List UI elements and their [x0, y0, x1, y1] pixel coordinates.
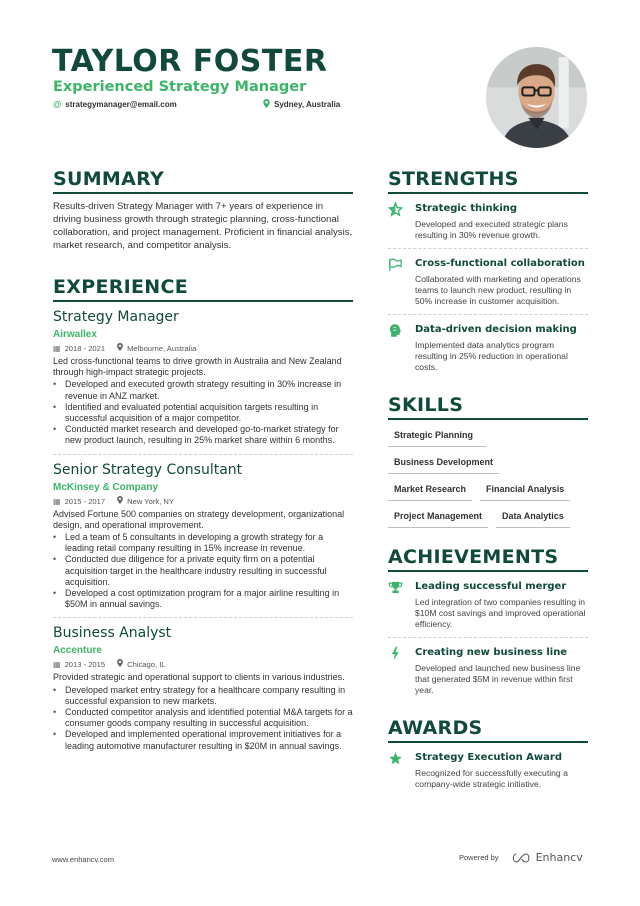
- award-description: Recognized for successfully executing a company-wide strategic initiative.: [415, 768, 568, 789]
- profile-photo: [486, 47, 587, 148]
- job-title: Business Analyst: [53, 625, 172, 642]
- job-location: Chicago, IL: [127, 660, 166, 670]
- achievement-title: Creating new business line: [415, 647, 568, 658]
- brain-head-icon: [388, 323, 408, 373]
- job-title: Senior Strategy Consultant: [53, 461, 243, 478]
- award-item: [388, 743, 588, 797]
- achievements-section: [388, 546, 588, 703]
- star-outline-icon: [388, 202, 408, 241]
- skills-list: [388, 424, 588, 532]
- skill-tag: Financial Analysis: [480, 478, 570, 501]
- skill-tag: Project Management: [388, 505, 488, 528]
- footer-powered-by: [459, 851, 583, 864]
- job-title: Strategy Manager: [53, 309, 179, 325]
- job-description: Advised Fortune 500 companies on strategy development, organizational design, and operational improvement.: [53, 508, 345, 530]
- job-bullet: • Developed and implemented operational improvement initiatives for a leading automotive manufacturer resulting in $20M in annual savings.: [53, 729, 353, 751]
- job-bullet: • Conducted competitor analysis and identified potential M&A targets for a consumer goods company resulting in successful acquisition.: [53, 707, 353, 729]
- footer-website-link[interactable]: www.enhancv.com: [52, 855, 114, 864]
- calendar-icon: ▦: [53, 344, 61, 353]
- awards-section: [388, 717, 588, 797]
- map-pin-icon: [117, 343, 123, 354]
- experience-heading: EXPERIENCE: [53, 276, 353, 302]
- at-icon: @: [53, 99, 62, 109]
- map-pin-icon: [117, 659, 123, 670]
- job-description: Led cross-functional teams to drive growth in Australia and New Zealand through high-impact strategic projects.: [53, 356, 342, 378]
- enhancv-logo-icon: [511, 852, 531, 864]
- skills-section: [388, 394, 588, 532]
- achievement-description: Led integration of two companies resulting in $10M cost savings and improved operational efficiency.: [415, 597, 586, 629]
- company-name: Airwallex: [53, 329, 97, 340]
- enhancv-logo[interactable]: [511, 851, 583, 864]
- right-column: [388, 168, 588, 797]
- strength-description: Developed and executed strategic plans resulting in 30% revenue growth.: [415, 219, 568, 240]
- award-title: Strategy Execution Award: [415, 752, 562, 763]
- job-meta: [53, 343, 353, 354]
- job-bullet: • Identified and evaluated potential acquisition targets resulting in successful acquisition of a major competitor.: [53, 402, 353, 424]
- strength-description: Collaborated with marketing and operations teams to launch new product, resulting in 50% increase in customer acquisition.: [415, 274, 581, 306]
- job-bullet: • Conducted due diligence for a private equity firm on a potential acquisition target in the healthcare industry resulting in successful acquisition.: [53, 554, 353, 588]
- job-location: Melbourne, Australia: [127, 344, 197, 353]
- strength-title: Strategic thinking: [415, 203, 518, 214]
- contact-email[interactable]: [53, 99, 177, 109]
- candidate-name: TAYLOR FOSTER: [52, 44, 328, 79]
- left-column: [53, 168, 353, 765]
- strength-description: Implemented data analytics program resulting in 25% reduction in operational costs.: [415, 340, 568, 372]
- job-description: Provided strategic and operational support to clients in various industries.: [53, 672, 345, 683]
- trophy-icon: [388, 580, 408, 630]
- strength-item: [388, 249, 588, 315]
- job-dates: 2018 - 2021: [64, 344, 106, 353]
- job-entry: [53, 624, 353, 758]
- job-bullet: • Developed market entry strategy for a healthcare company resulting in successful expansion to new markets.: [53, 685, 353, 707]
- strengths-heading: STRENGTHS: [388, 168, 588, 194]
- awards-heading: AWARDS: [388, 717, 588, 743]
- profile-photo-illustration: [486, 47, 587, 148]
- calendar-icon: ▦: [53, 496, 61, 506]
- summary-heading: SUMMARY: [53, 168, 353, 194]
- strength-title: Data-driven decision making: [415, 324, 577, 335]
- brand-name: Enhancv: [535, 851, 583, 864]
- achievements-heading: ACHIEVEMENTS: [388, 546, 588, 572]
- skill-tag: Market Research: [388, 478, 472, 501]
- strength-item: [388, 194, 588, 249]
- summary-text: Results-driven Strategy Manager with 7+ years of experience in driving business growth through strategic planning, cross-functional collaboration, and project management. Proficient in financial analysis, market research, and competitor analysis.: [53, 201, 353, 251]
- job-meta: [53, 659, 353, 670]
- job-meta: [53, 496, 353, 507]
- job-bullets: [53, 685, 353, 752]
- strength-item: [388, 315, 588, 380]
- company-name: Accenture: [53, 645, 102, 657]
- experience-section: [53, 276, 353, 759]
- skill-tag: Data Analytics: [496, 505, 570, 528]
- job-bullet: • Developed a cost optimization program for a major airline resulting in $50M in annual savings.: [53, 588, 353, 610]
- strengths-section: [388, 168, 588, 380]
- job-bullet: • Developed and executed growth strategy resulting in 30% increase in revenue in ANZ market.: [53, 379, 353, 401]
- location-text: Sydney, Australia: [274, 100, 341, 109]
- powered-by-text: Powered by: [459, 853, 499, 862]
- job-bullet: • Conducted market research and developed go-to-market strategy for new product launch, resulting in 25% market share within 6 months.: [53, 424, 353, 446]
- calendar-icon: ▦: [53, 660, 61, 670]
- lightning-icon: [388, 646, 408, 696]
- map-pin-icon: [117, 496, 123, 507]
- job-bullets: [53, 532, 353, 610]
- job-bullets: [53, 379, 353, 446]
- skill-tag: Strategic Planning: [388, 424, 486, 447]
- company-name: McKinsey & Company: [53, 481, 159, 493]
- achievement-item: [388, 572, 588, 638]
- job-bullet: • Led a team of 5 consultants in developing a growth strategy for a leading retail company resulting in 15% increase in revenue.: [53, 532, 353, 554]
- achievement-title: Leading successful merger: [415, 581, 567, 592]
- flag-icon: [388, 257, 408, 307]
- job-entry: [53, 308, 353, 455]
- job-dates: 2015 - 2017: [64, 496, 106, 506]
- job-dates: 2013 - 2015: [64, 660, 106, 670]
- skills-heading: SKILLS: [388, 394, 588, 420]
- contact-location: [263, 99, 340, 110]
- achievement-description: Developed and launched new business line that generated $5M in revenue within first year.: [415, 663, 581, 695]
- email-text: strategymanager@email.com: [65, 99, 177, 109]
- strength-title: Cross-functional collaboration: [415, 258, 585, 269]
- job-location: New York, NY: [127, 496, 174, 506]
- achievement-item: [388, 638, 588, 703]
- summary-section: [53, 168, 353, 252]
- skill-tag: Business Development: [388, 451, 499, 474]
- job-entry: [53, 461, 353, 619]
- star-icon: [388, 751, 408, 790]
- candidate-headline: Experienced Strategy Manager: [53, 79, 307, 95]
- map-pin-icon: [263, 99, 270, 110]
